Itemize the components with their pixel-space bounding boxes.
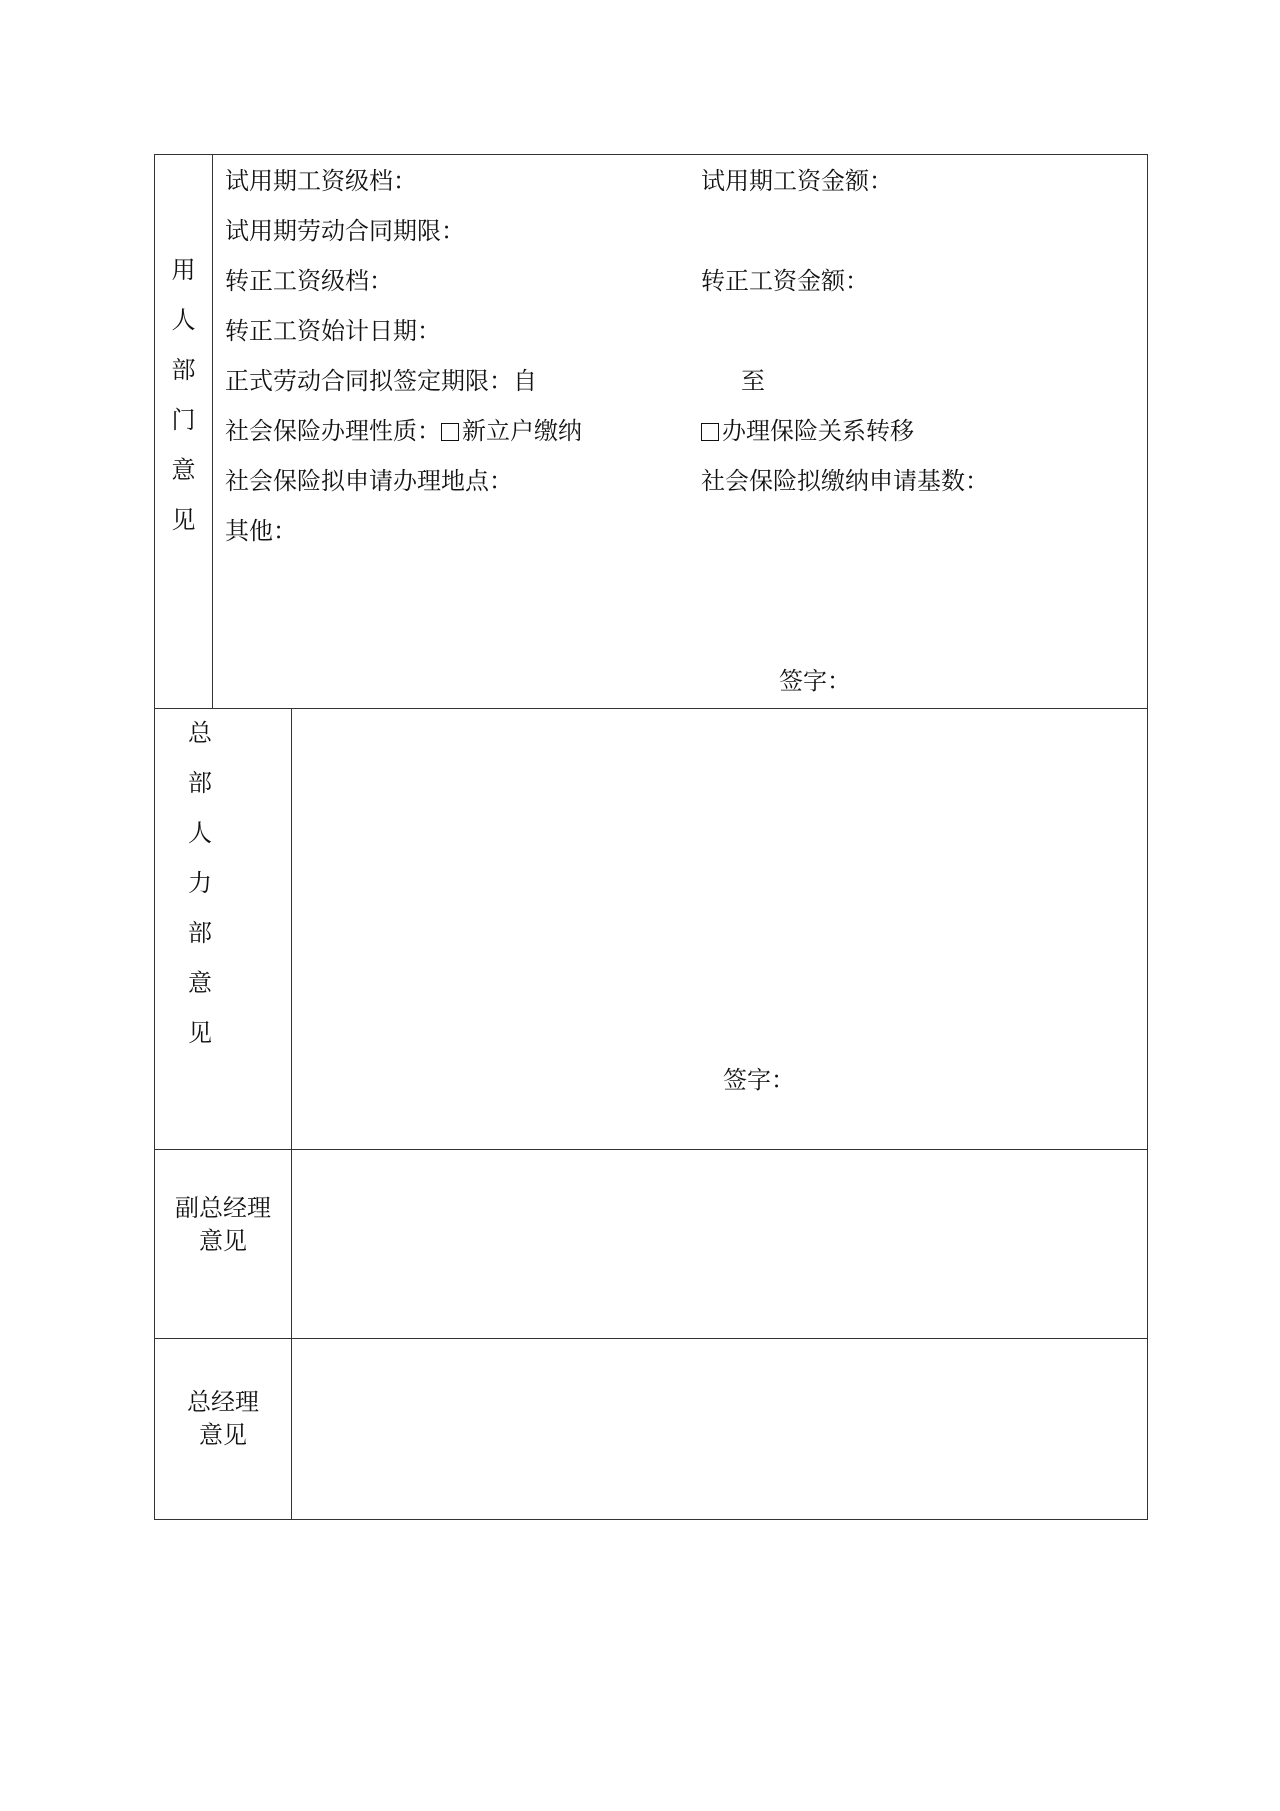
- hq-hr-label-char: 意: [188, 969, 212, 997]
- deputy-gm-label-line1: 副总经理: [175, 1194, 271, 1222]
- insurance-transfer-row: [701, 416, 914, 446]
- new-account-checkbox[interactable]: [441, 423, 459, 441]
- regular-amount-field: 转正工资金额：: [701, 267, 869, 295]
- formal-contract-term-field: 正式劳动合同拟签定期限：自: [225, 367, 537, 395]
- formal-contract-to-label: 至: [741, 367, 765, 395]
- row-divider-2: [155, 1149, 1147, 1150]
- employing-dept-signature: 签字：: [779, 667, 851, 695]
- hq-hr-label-char: 人: [188, 819, 212, 847]
- probation-contract-term-field: 试用期劳动合同期限：: [225, 217, 465, 245]
- insurance-location-field: 社会保险拟申请办理地点：: [225, 467, 513, 495]
- employing-dept-label-char: 门: [171, 406, 196, 434]
- insurance-base-field: 社会保险拟缴纳申请基数：: [701, 467, 989, 495]
- hq-hr-label-char: 部: [188, 769, 212, 797]
- employing-dept-label-char: 用: [171, 256, 196, 284]
- gm-label-line1: 总经理: [187, 1388, 259, 1416]
- transfer-option-label: 办理保险关系转移: [722, 417, 914, 445]
- col-divider-top: [212, 155, 213, 708]
- col-divider-bottom: [291, 708, 292, 1519]
- hq-hr-label-char: 见: [188, 1019, 212, 1047]
- employing-dept-label-char: 意: [171, 456, 196, 484]
- new-account-option-label: 新立户缴纳: [462, 417, 582, 445]
- row-divider-1: [155, 708, 1147, 709]
- insurance-nature-label: 社会保险办理性质：: [225, 417, 441, 445]
- row-divider-3: [155, 1338, 1147, 1339]
- deputy-gm-label: [155, 1192, 291, 1258]
- regular-grade-field: 转正工资级档：: [225, 267, 393, 295]
- employing-dept-label-char: 部: [171, 356, 196, 384]
- employing-dept-label-char: 见: [171, 506, 196, 534]
- approval-form-table: [154, 154, 1148, 1520]
- employing-dept-label-char: 人: [171, 306, 196, 334]
- hq-hr-label-char: 总: [188, 719, 212, 747]
- hq-hr-label: [175, 708, 225, 1058]
- probation-grade-field: 试用期工资级档：: [225, 167, 417, 195]
- regular-start-date-field: 转正工资始计日期：: [225, 317, 441, 345]
- deputy-gm-label-line2: 意见: [199, 1227, 247, 1255]
- employing-dept-label: [155, 245, 212, 545]
- gm-label-line2: 意见: [199, 1421, 247, 1449]
- gm-label: [155, 1386, 291, 1452]
- transfer-checkbox[interactable]: [701, 423, 719, 441]
- hq-hr-label-char: 力: [188, 869, 212, 897]
- other-field: 其他：: [225, 517, 297, 545]
- hq-hr-signature: 签字：: [723, 1066, 795, 1094]
- insurance-nature-row: [225, 416, 582, 446]
- hq-hr-label-char: 部: [188, 919, 212, 947]
- probation-amount-field: 试用期工资金额：: [701, 167, 893, 195]
